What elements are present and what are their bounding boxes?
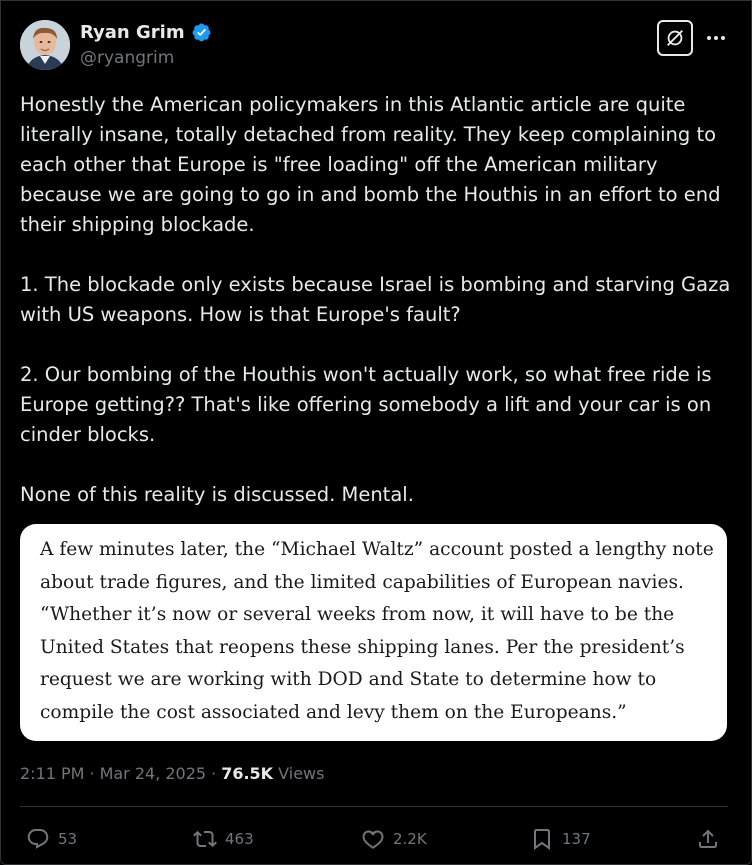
share-button[interactable] — [696, 822, 720, 856]
more-dots-icon — [706, 35, 726, 41]
heart-icon — [361, 827, 385, 851]
author-name[interactable]: Ryan Grim — [80, 22, 185, 43]
tweet-time[interactable]: 2:11 PM — [20, 764, 85, 783]
bookmark-count: 137 — [562, 830, 591, 848]
avatar-photo — [20, 20, 70, 70]
tweet-metadata — [20, 764, 324, 783]
meta-separator: · — [211, 764, 217, 783]
tweet-paragraph: Honestly the American policymakers in this Atlantic article are quite literally insane, totally detached from reality. They keep complaining to each other that Europe is "free loading" off the American military because we are going to go in and bomb the Houthis in an effort to end their shipping blockade. — [20, 93, 721, 236]
share-icon — [696, 827, 720, 851]
grok-button[interactable] — [657, 20, 693, 56]
repost-count: 463 — [225, 830, 254, 848]
repost-button[interactable] — [193, 822, 254, 856]
like-count: 2.2K — [393, 830, 427, 848]
like-button[interactable] — [361, 822, 427, 856]
divider — [20, 806, 728, 807]
bookmark-button[interactable] — [530, 822, 591, 856]
views-label: Views — [278, 764, 325, 783]
tweet-paragraph: 2. Our bombing of the Houthis won't actually work, so what free ride is Europe getting?? That's like offering somebody a lift and your car is on cinder blocks. — [20, 363, 712, 446]
grok-icon — [664, 27, 686, 49]
author-avatar[interactable] — [20, 20, 70, 70]
views-count: 76.5K — [221, 764, 274, 783]
tweet-paragraph: 1. The blockade only exists because Israel is bombing and starving Gaza with US weapons. How is that Europe's fault? — [20, 273, 731, 326]
reply-icon — [26, 827, 50, 851]
author-name-row[interactable] — [80, 22, 212, 43]
verified-badge-icon — [191, 22, 212, 43]
attached-image[interactable] — [20, 524, 727, 741]
reply-button[interactable] — [26, 822, 77, 856]
more-options-button[interactable] — [704, 24, 728, 52]
reply-count: 53 — [58, 830, 78, 848]
author-handle[interactable]: @ryangrim — [80, 48, 175, 68]
tweet-paragraph: None of this reality is discussed. Mental. — [20, 483, 414, 506]
repost-icon — [193, 827, 217, 851]
tweet-date[interactable]: Mar 24, 2025 — [99, 764, 207, 783]
meta-separator: · — [89, 764, 95, 783]
action-bar — [0, 822, 752, 856]
attached-image-text: A few minutes later, the “Michael Waltz” account posted a lengthy note about trade figures, and the limited capabilities of European navies. “Whether it’s now or several weeks from now, it will have to be the United States that reopens these shipping lanes. Per the president’s request we are working with DOD and State to determine how to compile the cost associated and levy them on the Europeans.” — [40, 539, 714, 723]
tweet-text — [20, 90, 734, 510]
bookmark-icon — [530, 827, 554, 851]
